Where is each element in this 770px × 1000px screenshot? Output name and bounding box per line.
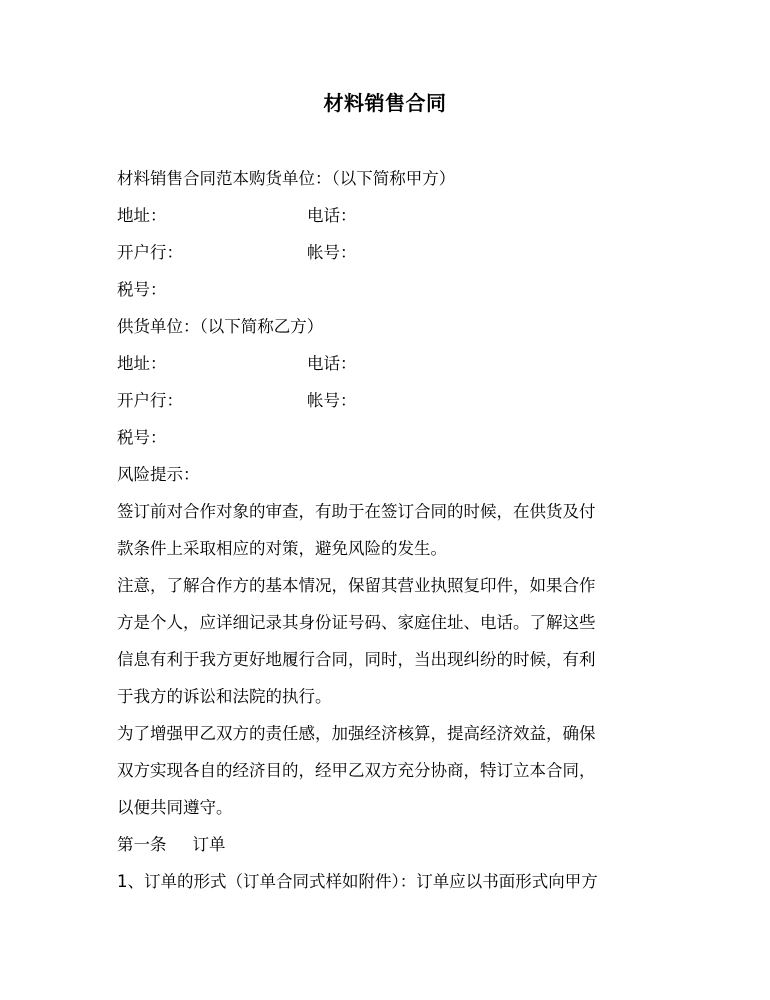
party-a-tax-label: 税号：	[117, 280, 167, 299]
party-b-bank-row	[117, 382, 662, 419]
document-body	[117, 160, 662, 900]
paragraph-line: 款条件上采取相应的对策，避免风险的发生。	[117, 539, 447, 558]
party-a-bank-row	[117, 234, 662, 271]
paragraph-line: 于我方的诉讼和法院的执行。	[117, 687, 332, 706]
paragraph-line: 为了增强甲乙双方的责任感，加强经济核算，提高经济效益，确保	[117, 724, 596, 743]
intro-line: 材料销售合同范本购货单位：（以下简称甲方）	[117, 169, 456, 188]
party-b-phone-label: 电话：	[307, 354, 357, 373]
party-b-bank-label: 开户行：	[117, 391, 183, 410]
document-title: 材料销售合同	[323, 91, 447, 115]
party-b-tax-label: 税号：	[117, 428, 167, 447]
paragraph-line: 信息有利于我方更好地履行合同，同时，当出现纠纷的时候，有利	[117, 650, 596, 669]
party-a-account-label: 帐号：	[307, 243, 357, 262]
paragraph-line: 签订前对合作对象的审查，有助于在签订合同的时候，在供货及付	[117, 502, 596, 521]
party-b-address-label: 地址：	[117, 354, 167, 373]
article-1-heading	[117, 826, 662, 863]
party-a-address-label: 地址：	[117, 206, 167, 225]
article-1-name: 订单	[192, 835, 226, 854]
party-b-account-label: 帐号：	[307, 391, 357, 410]
party-a-phone-label: 电话：	[307, 206, 357, 225]
paragraph-line: 以便共同遵守。	[117, 798, 233, 817]
clause-1-line: 1、订单的形式（订单合同式样如附件）：订单应以书面形式向甲方	[117, 872, 598, 891]
paragraph-line: 注意，了解合作方的基本情况，保留其营业执照复印件，如果合作	[117, 576, 596, 595]
party-b-address-row	[117, 345, 662, 382]
party-a-bank-label: 开户行：	[117, 243, 183, 262]
paragraph-line: 方是个人，应详细记录其身份证号码、家庭住址、电话。了解这些	[117, 613, 596, 632]
risk-heading: 风险提示：	[117, 465, 200, 484]
paragraph-line: 双方实现各自的经济目的，经甲乙双方充分协商，特订立本合同，	[117, 761, 596, 780]
party-b-tax-row	[117, 419, 662, 456]
party-a-address-row	[117, 197, 662, 234]
article-1-number: 第一条	[117, 835, 167, 854]
party-a-tax-row	[117, 271, 662, 308]
supplier-heading: 供货单位：（以下简称乙方）	[117, 317, 324, 336]
